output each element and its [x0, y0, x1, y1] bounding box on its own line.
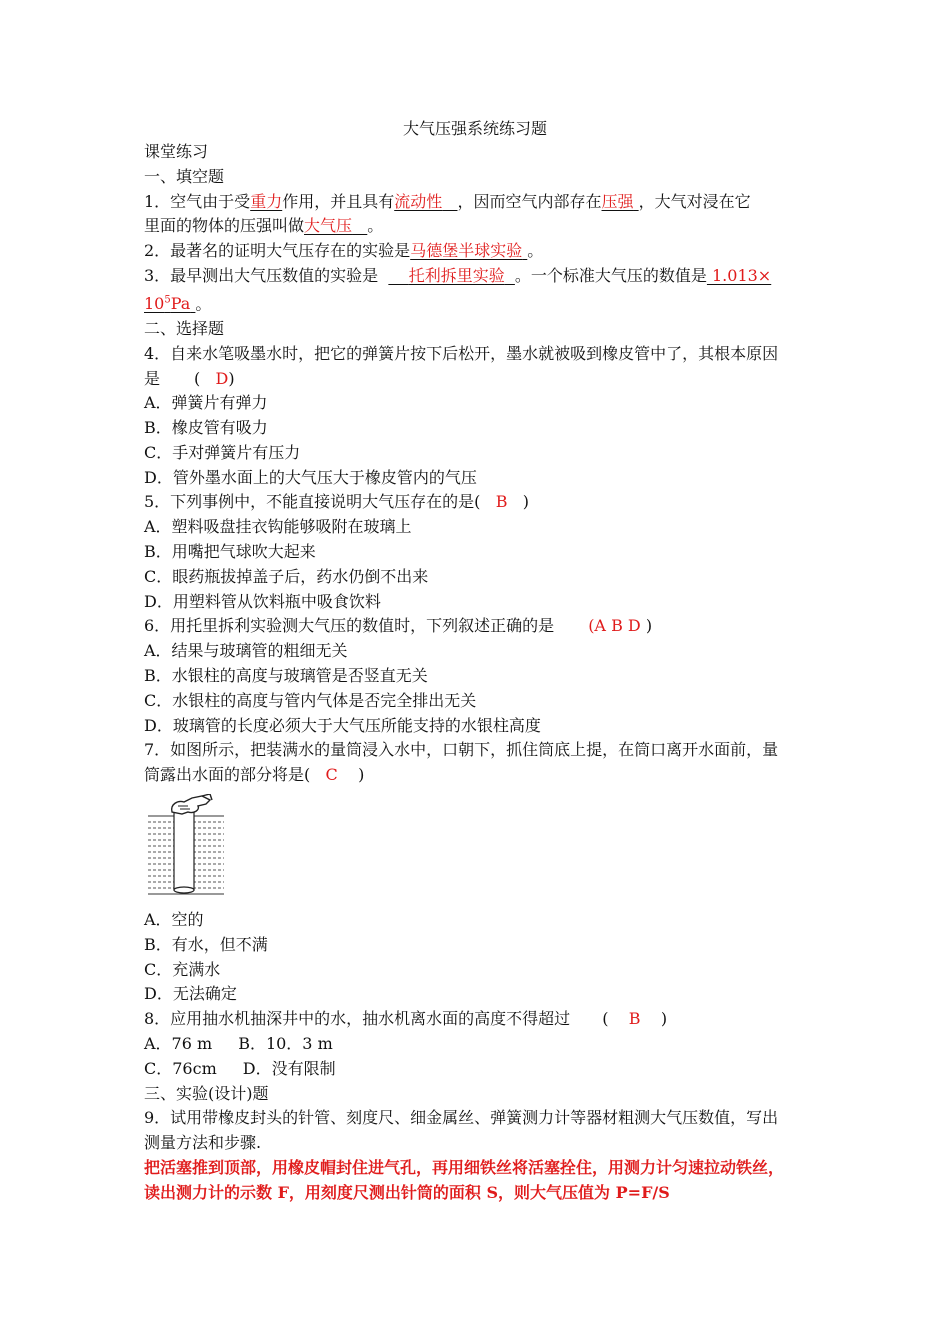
q3-line2: $10^5Pa$ 。 — [144, 294, 212, 314]
q8-options-row-1: A．76 m B．10．3 m — [144, 1034, 333, 1054]
cylinder-figure — [144, 788, 808, 908]
q2-line: 2．最著名的证明大气压存在的实验是马德堡半球实验 。 — [144, 241, 544, 261]
q9-stem-2: 测量方法和步骤. — [144, 1133, 262, 1153]
q7-option-c: C．充满水 — [144, 959, 221, 979]
q9-answer-line-2: 读出测力计的示数 F，用刻度尺测出针筒的面积 S，则大气压值为 P=F/S — [144, 1182, 670, 1202]
q1-answer-3: 压强 — [601, 191, 634, 211]
q8-stem: 8．应用抽水机抽深井中的水，抽水机离水面的高度不得超过 ( B ) — [144, 1009, 668, 1029]
q7-stem: 7．如图所示，把装满水的量筒浸入水中，口朝下，抓住筒底上提，在筒口离开水面前，量 — [144, 740, 779, 760]
q9-stem: 9．试用带橡皮封头的针管、刻度尺、细金属丝、弹簧测力计等器材粗测大气压数值，写出 — [144, 1108, 779, 1128]
section-fill-blank: 一、填空题 — [144, 166, 225, 186]
q3-answer-1: 托利拆里实验 — [408, 265, 505, 285]
q6-stem: 6．用托里拆利实验测大气压的数值时，下列叙述正确的是 (A B D ) — [144, 616, 653, 636]
cylinder-in-water-illustration — [144, 794, 228, 898]
section-heading: 课堂练习 — [144, 142, 209, 161]
q5-option-d: D．用塑料管从饮料瓶中吸食饮料 — [144, 591, 381, 611]
q7-option-d: D．无法确定 — [144, 984, 237, 1004]
q4-stem: 4．自来水笔吸墨水时，把它的弹簧片按下后松开，墨水就被吸到橡皮管中了，其根本原因 — [144, 343, 779, 363]
section-experiment: 三、实验(设计)题 — [144, 1083, 269, 1103]
q4-option-c: C．手对弹簧片有压力 — [144, 442, 301, 462]
q1-line2: 里面的物体的压强叫做大气压 。 — [144, 216, 384, 236]
q7-stem-2: 筒露出水面的部分将是( C ) — [144, 765, 365, 785]
q5-answer: B — [495, 492, 508, 512]
q7-option-a: A．空的 — [144, 910, 204, 930]
q1-line1: 1．空气由于受重力作用，并且具有流动性 ，因而空气内部存在压强 ，大气对浸在它 — [144, 191, 751, 211]
q6-option-d: D．玻璃管的长度必须大于大气压所能支持的水银柱高度 — [144, 715, 541, 735]
q6-answer: (A B D — [588, 616, 641, 636]
q5-stem: 5．下列事例中，不能直接说明大气压存在的是( B ) — [144, 492, 529, 512]
q7-answer: C — [325, 765, 338, 785]
q4-option-a: A．弹簧片有弹力 — [144, 393, 268, 413]
q5-option-b: B．用嘴把气球吹大起来 — [144, 542, 316, 562]
q8-options-row-2: C．76cm D．没有限制 — [144, 1058, 336, 1078]
q1-answer-2: 流动性 — [394, 191, 443, 211]
q9-answer-line-1: 把活塞推到顶部，用橡皮帽封住进气孔，再用细铁丝将活塞拴住，用测力计匀速拉动铁丝， — [144, 1158, 785, 1178]
q3-answer-2: 1.013× — [712, 265, 772, 285]
q4-stem-2: 是 ( D) — [144, 368, 235, 388]
q4-answer: D — [215, 368, 229, 388]
q6-option-c: C．水银柱的高度与管内气体是否完全排出无关 — [144, 690, 477, 710]
page-title: 大气压强系统练习题 — [402, 119, 547, 138]
q5-option-a: A．塑料吸盘挂衣钩能够吸附在玻璃上 — [144, 517, 412, 537]
q3-answer-2-cont: $10^5Pa$ — [144, 294, 191, 314]
q8-answer: B — [628, 1009, 641, 1029]
q2-answer: 马德堡半球实验 — [410, 241, 523, 261]
q7-option-b: B．有水，但不满 — [144, 934, 268, 954]
q4-option-d: D．管外墨水面上的大气压大于橡皮管内的气压 — [144, 467, 477, 487]
q6-option-b: B．水银柱的高度与玻璃管是否竖直无关 — [144, 666, 428, 686]
q1-answer-1: 重力 — [250, 191, 283, 211]
q3-line1: 3．最早测出大气压数值的实验是 托利拆里实验 。一个标准大气压的数值是 1.013× — [144, 265, 772, 285]
section-choice: 二、选择题 — [144, 318, 225, 338]
q4-option-b: B．橡皮管有吸力 — [144, 418, 268, 438]
document-body — [144, 140, 808, 1206]
q5-option-c: C．眼药瓶拔掉盖子后，药水仍倒不出来 — [144, 566, 429, 586]
q1-answer-4: 大气压 — [304, 216, 353, 236]
q6-option-a: A．结果与玻璃管的粗细无关 — [144, 641, 348, 661]
